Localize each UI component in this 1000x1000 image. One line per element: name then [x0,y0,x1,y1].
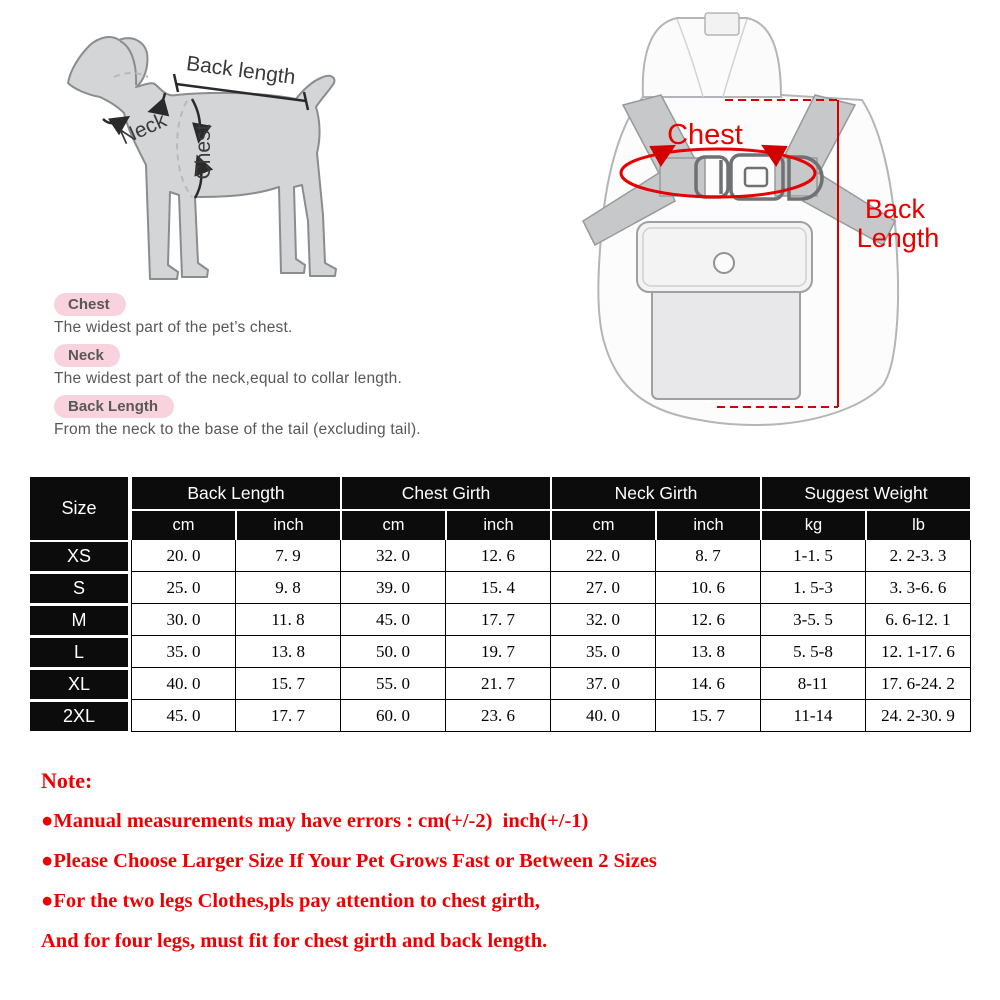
table-cell: 55. 0 [341,668,446,700]
col-group-suggest-weight: Suggest Weight [762,477,970,509]
size-table [30,477,971,732]
unit-header: cm [342,511,445,540]
table-cell: 3. 3-6. 6 [866,572,971,604]
table-cell: 11. 8 [236,604,341,636]
table-cell: 45. 0 [341,604,446,636]
table-cell: 39. 0 [341,572,446,604]
table-cell: 11-14 [761,700,866,732]
table-cell: 45. 0 [131,700,236,732]
unit-header: lb [867,511,970,540]
table-cell: 7. 9 [236,540,341,572]
definition-text-back-length: From the neck to the base of the tail (excluding tail). [54,421,421,438]
note-line: ●Manual measurements may have errors : cm(+/-2) inch(+/-1) [41,810,589,832]
table-cell: 30. 0 [131,604,236,636]
table-cell: 50. 0 [341,636,446,668]
size-label: 2XL [30,702,128,731]
table-cell: 37. 0 [551,668,656,700]
table-cell: 12. 1-17. 6 [866,636,971,668]
col-group-chest-girth: Chest Girth [342,477,550,509]
table-cell: 17. 6-24. 2 [866,668,971,700]
table-cell: 21. 7 [446,668,551,700]
dog-chest-label: Chest [192,124,215,180]
table-cell: 17. 7 [236,700,341,732]
table-cell: 1-1. 5 [761,540,866,572]
note-line: ●Please Choose Larger Size If Your Pet Grows Fast or Between 2 Sizes [41,850,657,872]
table-cell: 19. 7 [446,636,551,668]
definition-pill-chest: Chest [54,293,126,316]
note-section [41,768,971,970]
vest-collar-tab [705,13,739,35]
definition-neck [54,344,524,388]
vest-chest-label: Chest [667,119,743,151]
table-cell: 13. 8 [656,636,761,668]
unit-header: inch [447,511,550,540]
table-cell: 8-11 [761,668,866,700]
definition-chest [54,293,524,337]
table-cell: 35. 0 [551,636,656,668]
unit-header: cm [132,511,235,540]
table-cell: 9. 8 [236,572,341,604]
table-cell: 2. 2-3. 3 [866,540,971,572]
vest-back-label-line2: Length [856,223,940,253]
dog-measure-diagram [40,15,500,335]
note-line: And for four legs, must fit for chest girth and back length. [41,930,548,952]
table-cell: 1. 5-3 [761,572,866,604]
table-cell: 32. 0 [551,604,656,636]
vest-back-label-line1: Back [864,194,926,224]
unit-header: cm [552,511,655,540]
definition-pill-neck: Neck [54,344,120,367]
col-group-back-length: Back Length [132,477,340,509]
table-cell: 15. 7 [236,668,341,700]
size-label: S [30,574,128,603]
vest-measure-diagram [565,5,995,440]
table-cell: 22. 0 [551,540,656,572]
table-cell: 15. 4 [446,572,551,604]
table-cell: 60. 0 [341,700,446,732]
table-cell: 3-5. 5 [761,604,866,636]
table-cell: 24. 2-30. 9 [866,700,971,732]
vest-pocket-body [652,283,800,399]
table-cell: 20. 0 [131,540,236,572]
table-cell: 15. 7 [656,700,761,732]
size-label: L [30,638,128,667]
size-label: XS [30,542,128,571]
unit-header: inch [657,511,760,540]
table-cell: 8. 7 [656,540,761,572]
unit-header: inch [237,511,340,540]
definition-back-length [54,395,524,439]
table-cell: 32. 0 [341,540,446,572]
size-column-header: Size [30,477,128,540]
table-cell: 14. 6 [656,668,761,700]
dog-back-length-label: Back length [184,51,297,90]
col-group-neck-girth: Neck Girth [552,477,760,509]
note-title: Note: [41,768,93,793]
neck-arrow-right [103,118,127,123]
table-cell: 40. 0 [131,668,236,700]
table-cell: 12. 6 [446,540,551,572]
table-cell: 17. 7 [446,604,551,636]
table-cell: 12. 6 [656,604,761,636]
definition-pill-back-length: Back Length [54,395,174,418]
definition-text-chest: The widest part of the pet’s chest. [54,319,293,336]
table-cell: 23. 6 [446,700,551,732]
table-cell: 6. 6-12. 1 [866,604,971,636]
table-cell: 25. 0 [131,572,236,604]
unit-header: kg [762,511,865,540]
dog-neck-label: Neck [116,108,170,150]
definition-text-neck: The widest part of the neck,equal to collar length. [54,370,402,387]
table-cell: 27. 0 [551,572,656,604]
table-cell: 40. 0 [551,700,656,732]
table-cell: 13. 8 [236,636,341,668]
size-label: XL [30,670,128,699]
vest-pocket-snap [714,253,734,273]
note-line: ●For the two legs Clothes,pls pay attention to chest girth, [41,890,540,912]
table-cell: 35. 0 [131,636,236,668]
table-cell: 10. 6 [656,572,761,604]
size-label: M [30,606,128,635]
table-cell: 5. 5-8 [761,636,866,668]
